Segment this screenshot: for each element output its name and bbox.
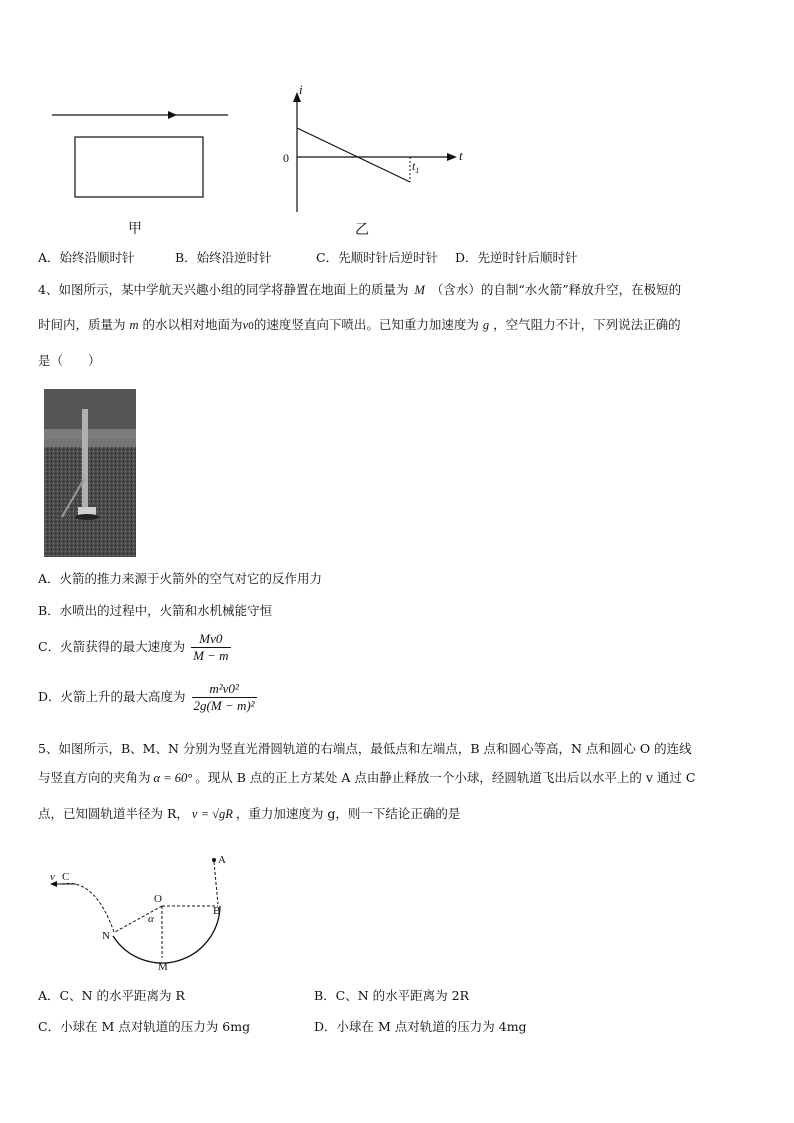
point-m-label: M [158, 961, 168, 973]
figure-circular-track [40, 848, 250, 973]
point-n-label: N [102, 930, 110, 942]
max-height-fraction: $\frac{\text{m²v0²}}{\text{2g(M − m)²}}$ [193, 681, 255, 713]
track-arc [113, 906, 220, 963]
point-o-label: O [154, 893, 162, 905]
current-line [297, 128, 410, 182]
figure-yi [275, 82, 475, 244]
q4-option-c: C．火箭获得的最大速度为 $\frac{Mv0}{M - m}$ [38, 631, 229, 663]
q3-option-c: C．先顺时针后逆时针 [316, 250, 439, 265]
water-rocket-photo [44, 389, 136, 557]
q4-line-1: 4、如图所示，某中学航天兴趣小组的同学将静置在地面上的质量为 M （含水）的自制“水火箭”释放升空，在极短的 [38, 282, 682, 297]
q5-option-d: D．小球在 M 点对轨道的压力为 4mg [314, 1019, 527, 1034]
axis-i-label: i [299, 82, 303, 97]
q4-line-2: 时间内，质量为 m 的水以相对地面为v0的速度竖直向下喷出。已知重力加速度为 g ，空气阻力不计，下列说法正确的 [38, 317, 681, 332]
trajectory-path [62, 883, 114, 932]
q3-option-b: B．始终沿逆时针 [175, 250, 272, 265]
q5-line-3: 点，已知圆轨道半径为 R， v = √gR ，重力加速度为 g，则一下结论正确的是 [38, 806, 461, 821]
q5-option-c: C．小球在 M 点对轨道的压力为 6mg [38, 1019, 251, 1034]
label-jia: 甲 [128, 222, 142, 237]
q5-line-2: 与竖直方向的夹角为 α = 60° 。现从 B 点的正上方某处 A 点由静止释放一个小球，经圆轨道飞出后以水平上的 v 通过 C [38, 770, 696, 785]
alpha-label: α [148, 913, 154, 925]
axis-t-arrow-icon [447, 153, 457, 161]
velocity-label: v [50, 871, 55, 883]
fall-path [214, 862, 218, 904]
point-c-label: C [62, 871, 70, 883]
q4-option-a: A．火箭的推力来源于火箭外的空气对它的反作用力 [38, 571, 323, 586]
q3-option-a: A．始终沿顺时针 [38, 250, 135, 265]
axis-t-label: t [459, 148, 463, 163]
q4-option-d: D．火箭上升的最大高度为 $\frac{\text{m²v0²}}{\text{2g(M − m)²}}$ [38, 681, 255, 713]
label-yi: 乙 [355, 223, 369, 238]
radius-on [115, 906, 162, 932]
q5-line-1: 5、如图所示，B、M、N 分别为竖直光滑圆轨道的右端点，最低点和左端点，B 点和圆心等高，N 点和圆心 O 的连线 [38, 741, 692, 756]
max-speed-fraction: $\frac{Mv0}{M - m}$ [193, 631, 229, 663]
q4-option-b: B．水喷出的过程中，火箭和水机械能守恒 [38, 603, 273, 618]
q5-option-b: B．C、N 的水平距离为 2R [314, 988, 469, 1003]
loop-rectangle [75, 137, 203, 197]
point-a-dot [212, 858, 216, 862]
origin-label: 0 [283, 151, 289, 165]
point-a-label: A [218, 854, 226, 866]
t1-label: $t_1$ [412, 159, 420, 175]
q4-line-3: 是（ ） [38, 353, 101, 368]
arrow-right-icon [168, 111, 177, 119]
point-b-label: B [213, 905, 221, 917]
q5-option-a: A．C、N 的水平距离为 R [38, 988, 185, 1003]
q3-option-d: D．先逆时针后顺时针 [455, 250, 578, 265]
figure-jia [40, 95, 240, 245]
